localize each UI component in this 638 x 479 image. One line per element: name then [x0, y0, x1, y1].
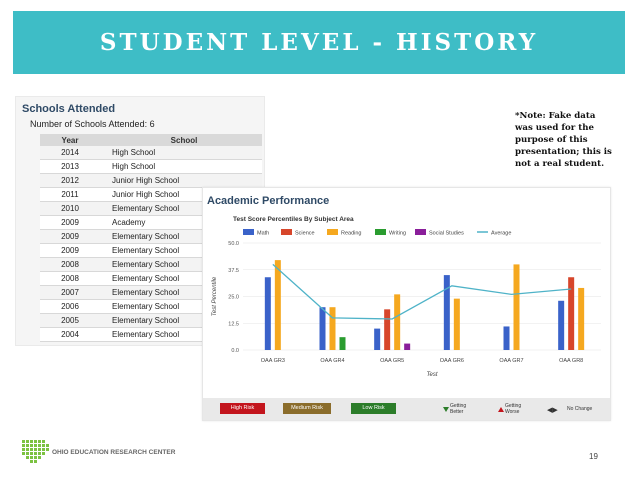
school-cell: Junior High School [100, 174, 262, 188]
test-score-chart [203, 208, 610, 408]
schools-title: Schools Attended [22, 103, 116, 115]
getting-better-label: Getting Better [450, 403, 467, 415]
bar-writing [340, 337, 346, 350]
schools-count: Number of Schools Attended: 6 [30, 119, 155, 129]
slide-title: STUDENT LEVEL - HISTORY [99, 29, 539, 56]
column-header-year: Year [40, 134, 100, 146]
school-cell: Junior High School [100, 188, 262, 202]
y-axis-label: Test Percentile [212, 276, 218, 317]
bar-math [374, 329, 380, 350]
year-cell: 2008 [40, 272, 100, 286]
bar-math [504, 326, 510, 350]
bar-reading [454, 299, 460, 350]
legend-label: Writing [389, 230, 407, 237]
table-row [40, 160, 262, 174]
x-tick-label: OAA GR5 [380, 358, 405, 364]
y-tick-label: 50.0 [228, 241, 239, 247]
legend-label: Social Studies [429, 230, 464, 237]
year-cell: 2009 [40, 230, 100, 244]
year-cell: 2010 [40, 202, 100, 216]
getting-worse-label: Getting Worse [505, 403, 522, 415]
y-tick-label: 37.5 [228, 267, 239, 274]
bar-math [558, 301, 564, 350]
school-cell: Elementary School [100, 300, 262, 314]
x-tick-label: OAA GR8 [559, 358, 584, 364]
school-cell: Elementary School [100, 202, 262, 216]
x-axis-label: Test [426, 372, 438, 378]
getting-better-icon [443, 407, 449, 412]
legend-label: Average [491, 230, 512, 237]
legend-swatch [281, 229, 292, 235]
x-tick-label: OAA GR6 [439, 358, 464, 364]
legend-swatch [327, 229, 338, 235]
table-row [40, 174, 262, 188]
year-cell: 2005 [40, 314, 100, 328]
y-tick-label: 12.5 [228, 321, 239, 328]
school-cell: High School [100, 146, 262, 160]
year-cell: 2009 [40, 244, 100, 258]
y-tick-label: 0.0 [231, 348, 239, 354]
year-cell: 2009 [40, 216, 100, 230]
x-tick-label: OAA GR3 [260, 358, 285, 364]
academic-title: Academic Performance [207, 195, 330, 207]
bar-social-studies [404, 344, 410, 350]
bar-reading [330, 307, 336, 350]
no-change-label: No Change [567, 406, 593, 412]
legend-swatch [415, 229, 426, 235]
legend-swatch [375, 229, 386, 235]
x-tick-label: OAA GR7 [499, 358, 524, 364]
legend-label: Math [257, 230, 270, 237]
legend-label: Science [295, 230, 315, 237]
table-row [40, 146, 262, 160]
bar-math [320, 307, 326, 350]
year-cell: 2008 [40, 258, 100, 272]
x-tick-label: OAA GR4 [320, 358, 345, 364]
footer-org-name: OHIO EDUCATION RESEARCH CENTER [52, 449, 176, 456]
school-cell: Academy [100, 216, 262, 230]
title-banner [13, 11, 625, 74]
year-cell: 2006 [40, 300, 100, 314]
bar-science [568, 277, 574, 350]
year-cell: 2013 [40, 160, 100, 174]
school-cell: Elementary School [100, 272, 262, 286]
getting-worse-icon [498, 407, 504, 412]
school-cell: Elementary School [100, 244, 262, 258]
average-line [273, 264, 571, 319]
bar-math [444, 275, 450, 350]
year-cell: 2007 [40, 286, 100, 300]
chart-title: Test Score Percentiles By Subject Area [233, 216, 354, 223]
bar-science [384, 309, 390, 350]
school-cell: Elementary School [100, 286, 262, 300]
school-cell: Elementary School [100, 230, 262, 244]
page-number: 19 [589, 452, 598, 461]
legend-swatch [243, 229, 254, 235]
risk-legend-bar: High Risk Medium Risk Low Risk Getting Better Getting Worse ◀▶ No Change [203, 398, 610, 420]
medium-risk-label: Medium Risk [283, 403, 331, 414]
school-cell: Elementary School [100, 328, 262, 342]
column-header-school: School [100, 134, 262, 146]
high-risk-label: High Risk [220, 403, 265, 414]
year-cell: 2012 [40, 174, 100, 188]
academic-performance-panel [202, 187, 611, 421]
school-cell: High School [100, 160, 262, 174]
y-tick-label: 25.0 [228, 294, 239, 301]
low-risk-label: Low Risk [351, 403, 396, 414]
year-cell: 2011 [40, 188, 100, 202]
school-cell: Elementary School [100, 258, 262, 272]
bar-reading [578, 288, 584, 350]
bar-reading [394, 294, 400, 350]
school-cell: Elementary School [100, 314, 262, 328]
fake-data-note: *Note: Fake data was used for the purpose of this presentation; this is not a real student. [515, 111, 612, 169]
bar-math [265, 277, 271, 350]
year-cell: 2004 [40, 328, 100, 342]
year-cell: 2014 [40, 146, 100, 160]
ohio-logo-icon [22, 440, 50, 464]
bar-reading [275, 260, 281, 350]
bar-reading [514, 264, 520, 350]
legend-label: Reading [341, 230, 362, 237]
